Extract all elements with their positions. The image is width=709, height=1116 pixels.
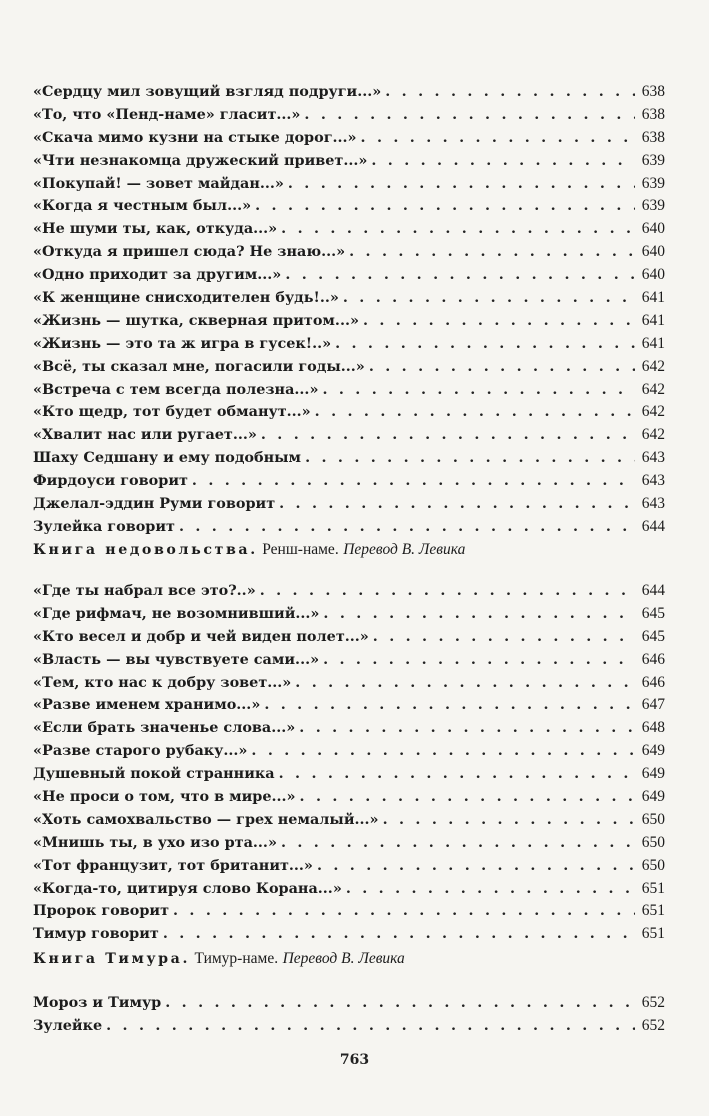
entry-title: «Встреча с тем всегда полезна...» bbox=[33, 380, 319, 398]
entry-title: «То, что «Пенд-наме» гласит...» bbox=[33, 105, 301, 123]
toc-entry bbox=[33, 832, 665, 855]
entry-page: 646 bbox=[641, 673, 665, 691]
entry-title: «Кто щедр, тот будет обманут...» bbox=[33, 403, 311, 421]
entry-title: «Если брать значенье слова...» bbox=[33, 719, 296, 737]
entry-title: «Тем, кто нас к добру зовет...» bbox=[33, 673, 292, 691]
toc-entry bbox=[33, 740, 665, 763]
entry-title: «Скача мимо кузни на стыке дорог...» bbox=[33, 128, 357, 146]
toc-entry bbox=[33, 218, 665, 241]
toc-entry bbox=[33, 1015, 665, 1038]
toc-entry bbox=[33, 992, 665, 1015]
dot-leader bbox=[345, 241, 635, 264]
dot-leader bbox=[102, 1015, 635, 1038]
toc-entry bbox=[33, 516, 665, 539]
entry-page: 642 bbox=[641, 426, 665, 444]
book-subtitle: Ренш-наме. bbox=[262, 541, 339, 558]
entry-page: 639 bbox=[641, 151, 665, 169]
dot-leader bbox=[381, 81, 635, 104]
entry-page: 641 bbox=[641, 289, 665, 307]
toc-entry bbox=[33, 603, 665, 626]
entry-page: 643 bbox=[641, 449, 665, 467]
entry-page: 644 bbox=[641, 517, 665, 535]
toc-entry bbox=[33, 287, 665, 310]
entry-page: 638 bbox=[641, 83, 665, 100]
dot-leader bbox=[296, 786, 635, 809]
toc-entry bbox=[33, 878, 665, 901]
toc-entry bbox=[33, 310, 665, 333]
entry-title: «Мнишь ты, в ухо изо рта...» bbox=[33, 833, 277, 851]
entry-page: 640 bbox=[641, 243, 665, 261]
entry-page: 643 bbox=[641, 495, 665, 513]
toc-entry bbox=[33, 470, 665, 493]
dot-leader bbox=[357, 127, 635, 150]
book-name: Книга недовольства. bbox=[33, 542, 258, 558]
entry-page: 638 bbox=[641, 105, 665, 123]
toc-entry bbox=[33, 264, 665, 287]
toc-entry bbox=[33, 356, 665, 379]
entry-title: «Разве именем хранимо...» bbox=[33, 696, 261, 714]
book-name: Книга Тимура. bbox=[33, 951, 190, 967]
toc-entry bbox=[33, 900, 665, 923]
toc-entry bbox=[33, 626, 665, 649]
entry-title: Тимур говорит bbox=[33, 925, 159, 943]
entry-page: 644 bbox=[641, 582, 665, 599]
entry-title: «Всё, ты сказал мне, погасили годы...» bbox=[33, 357, 365, 375]
entry-title: Душевный покой странника bbox=[33, 765, 275, 783]
toc-section-1 bbox=[33, 81, 665, 539]
dot-leader bbox=[188, 470, 635, 493]
toc-entry bbox=[33, 150, 665, 173]
entry-title: «Хвалит нас или ругает...» bbox=[33, 426, 257, 444]
entry-page: 640 bbox=[641, 266, 665, 284]
entry-page: 650 bbox=[641, 833, 665, 851]
dot-leader bbox=[318, 379, 635, 402]
toc-entry bbox=[33, 401, 665, 424]
dot-leader bbox=[275, 493, 635, 516]
entry-page: 642 bbox=[641, 357, 665, 375]
toc-entry bbox=[33, 173, 665, 196]
dot-leader bbox=[247, 740, 635, 763]
entry-title: Мороз и Тимур bbox=[33, 994, 162, 1011]
dot-leader bbox=[256, 580, 635, 603]
toc-entry bbox=[33, 127, 665, 150]
entry-page: 640 bbox=[641, 220, 665, 238]
dot-leader bbox=[331, 333, 635, 356]
page-number: 763 bbox=[339, 1052, 370, 1068]
entry-page: 641 bbox=[641, 334, 665, 352]
entry-title: «Когда я честным был...» bbox=[33, 197, 252, 215]
entry-page: 642 bbox=[641, 403, 665, 421]
entry-title: «К женщине снисходителен будь!..» bbox=[33, 289, 339, 307]
dot-leader bbox=[260, 694, 635, 717]
entry-title: Зулейка говорит bbox=[33, 517, 175, 535]
dot-leader bbox=[300, 104, 635, 127]
toc-entry bbox=[33, 333, 665, 356]
dot-leader bbox=[295, 717, 635, 740]
entry-page: 650 bbox=[641, 810, 665, 828]
entry-page: 652 bbox=[641, 994, 665, 1011]
toc-entry bbox=[33, 493, 665, 516]
toc-entry bbox=[33, 717, 665, 740]
toc-entry bbox=[33, 672, 665, 695]
entry-page: 639 bbox=[641, 174, 665, 192]
entry-page: 648 bbox=[641, 719, 665, 737]
toc-entry bbox=[33, 649, 665, 672]
entry-page: 649 bbox=[641, 788, 665, 806]
translator-credit: Перевод В. Левика bbox=[343, 541, 466, 558]
entry-title: «Когда-то, цитируя слово Корана...» bbox=[33, 879, 342, 897]
book-subtitle: Тимур-наме. bbox=[194, 950, 279, 967]
toc-entry bbox=[33, 694, 665, 717]
entry-title: «Кто весел и добр и чей виден полет...» bbox=[33, 627, 369, 645]
entry-title: «Власть — вы чувствуете сами...» bbox=[33, 650, 320, 668]
section-heading-nedovolstva bbox=[33, 541, 673, 559]
entry-page: 647 bbox=[641, 696, 665, 714]
entry-title: «Откуда я пришел сюда? Не знаю...» bbox=[33, 243, 346, 261]
entry-page: 650 bbox=[641, 856, 665, 874]
dot-leader bbox=[367, 150, 635, 173]
toc-entry bbox=[33, 786, 665, 809]
entry-title: Зулейке bbox=[33, 1016, 103, 1034]
entry-page: 646 bbox=[641, 650, 665, 668]
entry-title: Пророк говорит bbox=[33, 902, 169, 920]
dot-leader bbox=[311, 401, 635, 424]
dot-leader bbox=[313, 855, 635, 878]
entry-title: «Одно приходит за другим...» bbox=[33, 266, 282, 284]
entry-title: Джелал-эддин Руми говорит bbox=[33, 495, 276, 513]
entry-page: 649 bbox=[641, 765, 665, 783]
dot-leader bbox=[359, 310, 635, 333]
entry-page: 649 bbox=[641, 742, 665, 760]
toc-entry bbox=[33, 809, 665, 832]
entry-title: «Сердцу мил зовущий взгляд подруги...» bbox=[33, 83, 382, 100]
toc-entry bbox=[33, 855, 665, 878]
dot-leader bbox=[175, 516, 635, 539]
entry-title: «Разве старого рубаку...» bbox=[33, 742, 248, 760]
entry-page: 638 bbox=[641, 128, 665, 146]
entry-page: 652 bbox=[641, 1016, 665, 1034]
entry-title: «Тот французит, тот британит...» bbox=[33, 856, 313, 874]
entry-page: 642 bbox=[641, 380, 665, 398]
entry-title: «Хоть самохвальство — грех немалый...» bbox=[33, 810, 379, 828]
entry-title: «Покупай! — зовет майдан...» bbox=[33, 174, 284, 192]
toc-entry bbox=[33, 580, 665, 603]
entry-page: 651 bbox=[641, 902, 665, 920]
entry-title: «Чти незнакомца дружеский привет...» bbox=[33, 151, 368, 169]
dot-leader bbox=[275, 763, 635, 786]
entry-title: «Жизнь — шутка, скверная притом...» bbox=[33, 311, 359, 329]
toc-section-2 bbox=[33, 580, 665, 946]
toc-entry bbox=[33, 763, 665, 786]
dot-leader bbox=[161, 992, 635, 1015]
dot-leader bbox=[277, 832, 635, 855]
dot-leader bbox=[284, 173, 635, 196]
dot-leader bbox=[369, 626, 635, 649]
translator-credit: Перевод В. Левика bbox=[282, 950, 405, 967]
entry-page: 643 bbox=[641, 472, 665, 490]
dot-leader bbox=[379, 809, 635, 832]
toc-entry bbox=[33, 424, 665, 447]
dot-leader bbox=[339, 287, 635, 310]
entry-title: «Не проси о том, что в мире...» bbox=[33, 788, 296, 806]
entry-page: 651 bbox=[641, 879, 665, 897]
entry-title: «Где рифмач, не возомнивший...» bbox=[33, 604, 320, 622]
entry-title: «Жизнь — это та ж игра в гусек!..» bbox=[33, 334, 332, 352]
dot-leader bbox=[257, 424, 635, 447]
toc-entry bbox=[33, 104, 665, 127]
entry-page: 651 bbox=[641, 925, 665, 943]
dot-leader bbox=[277, 218, 635, 241]
entry-title: Фирдоуси говорит bbox=[33, 472, 188, 490]
entry-page: 639 bbox=[641, 197, 665, 215]
entry-page: 645 bbox=[641, 627, 665, 645]
dot-leader bbox=[342, 878, 635, 901]
toc-entry bbox=[33, 241, 665, 264]
entry-title: Шаху Седшану и ему подобным bbox=[33, 449, 302, 467]
entry-title: «Не шуми ты, как, откуда...» bbox=[33, 220, 278, 238]
dot-leader bbox=[319, 649, 635, 672]
dot-leader bbox=[319, 603, 635, 626]
dot-leader bbox=[301, 447, 635, 470]
dot-leader bbox=[251, 195, 635, 218]
toc-entry bbox=[33, 447, 665, 470]
toc-entry bbox=[33, 923, 665, 946]
dot-leader bbox=[169, 900, 635, 923]
dot-leader bbox=[159, 923, 635, 946]
toc-section-3 bbox=[33, 992, 665, 1038]
entry-page: 645 bbox=[641, 604, 665, 622]
dot-leader bbox=[281, 264, 635, 287]
entry-page: 641 bbox=[641, 311, 665, 329]
toc-entry bbox=[33, 379, 665, 402]
toc-entry bbox=[33, 195, 665, 218]
section-heading-timura bbox=[33, 950, 673, 968]
toc-entry bbox=[33, 81, 665, 104]
dot-leader bbox=[365, 356, 635, 379]
entry-title: «Где ты набрал все это?..» bbox=[33, 582, 256, 599]
dot-leader bbox=[291, 672, 635, 695]
